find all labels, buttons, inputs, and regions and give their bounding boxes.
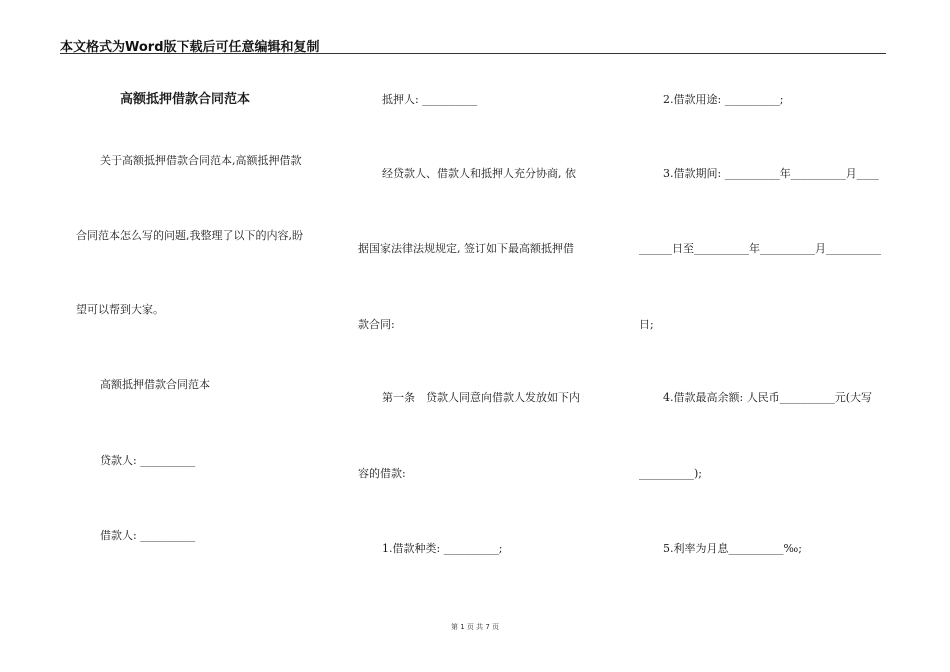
paragraph-line: 望可以帮到大家。	[76, 303, 164, 316]
interest-rate-field: 5.利率为月息__________‰;	[663, 542, 802, 555]
borrower-field: 借款人: __________	[100, 529, 196, 542]
page-number: 第 1 页 共 7 页	[450, 623, 500, 631]
loan-type-field: 1.借款种类: __________;	[382, 542, 503, 555]
paragraph-line: 合同范本怎么写的问题,我整理了以下的内容,盼	[76, 229, 303, 242]
paragraph-line: 据国家法律法规规定, 签订如下最高额抵押借	[358, 242, 574, 255]
document-header: 本文格式为Word版下载后可任意编辑和复制	[60, 40, 320, 55]
paragraph-line: 日;	[639, 318, 654, 331]
paragraph-line: 款合同:	[358, 318, 395, 331]
paragraph-line: 容的借款:	[358, 467, 406, 480]
mortgagor-field: 抵押人: __________	[382, 93, 478, 106]
loan-period-field-cont: ______日至__________年__________月__________	[639, 242, 881, 255]
max-balance-field: 4.借款最高余额: 人民币__________元(大写	[663, 391, 872, 404]
loan-period-field: 3.借款期间: __________年__________月____	[663, 167, 879, 180]
article-heading: 第一条 贷款人同意向借款人发放如下内	[382, 391, 580, 404]
lender-field: 贷款人: __________	[100, 454, 196, 467]
header-divider	[60, 53, 886, 54]
subtitle: 高额抵押借款合同范本	[100, 378, 210, 391]
paragraph-line: 关于高额抵押借款合同范本,高额抵押借款	[100, 154, 302, 167]
document-title: 高额抵押借款合同范本	[120, 92, 251, 107]
paragraph-line: 经贷款人、借款人和抵押人充分协商, 依	[382, 167, 576, 180]
max-balance-field-cont: __________);	[639, 467, 702, 480]
loan-purpose-field: 2.借款用途: __________;	[663, 93, 784, 106]
